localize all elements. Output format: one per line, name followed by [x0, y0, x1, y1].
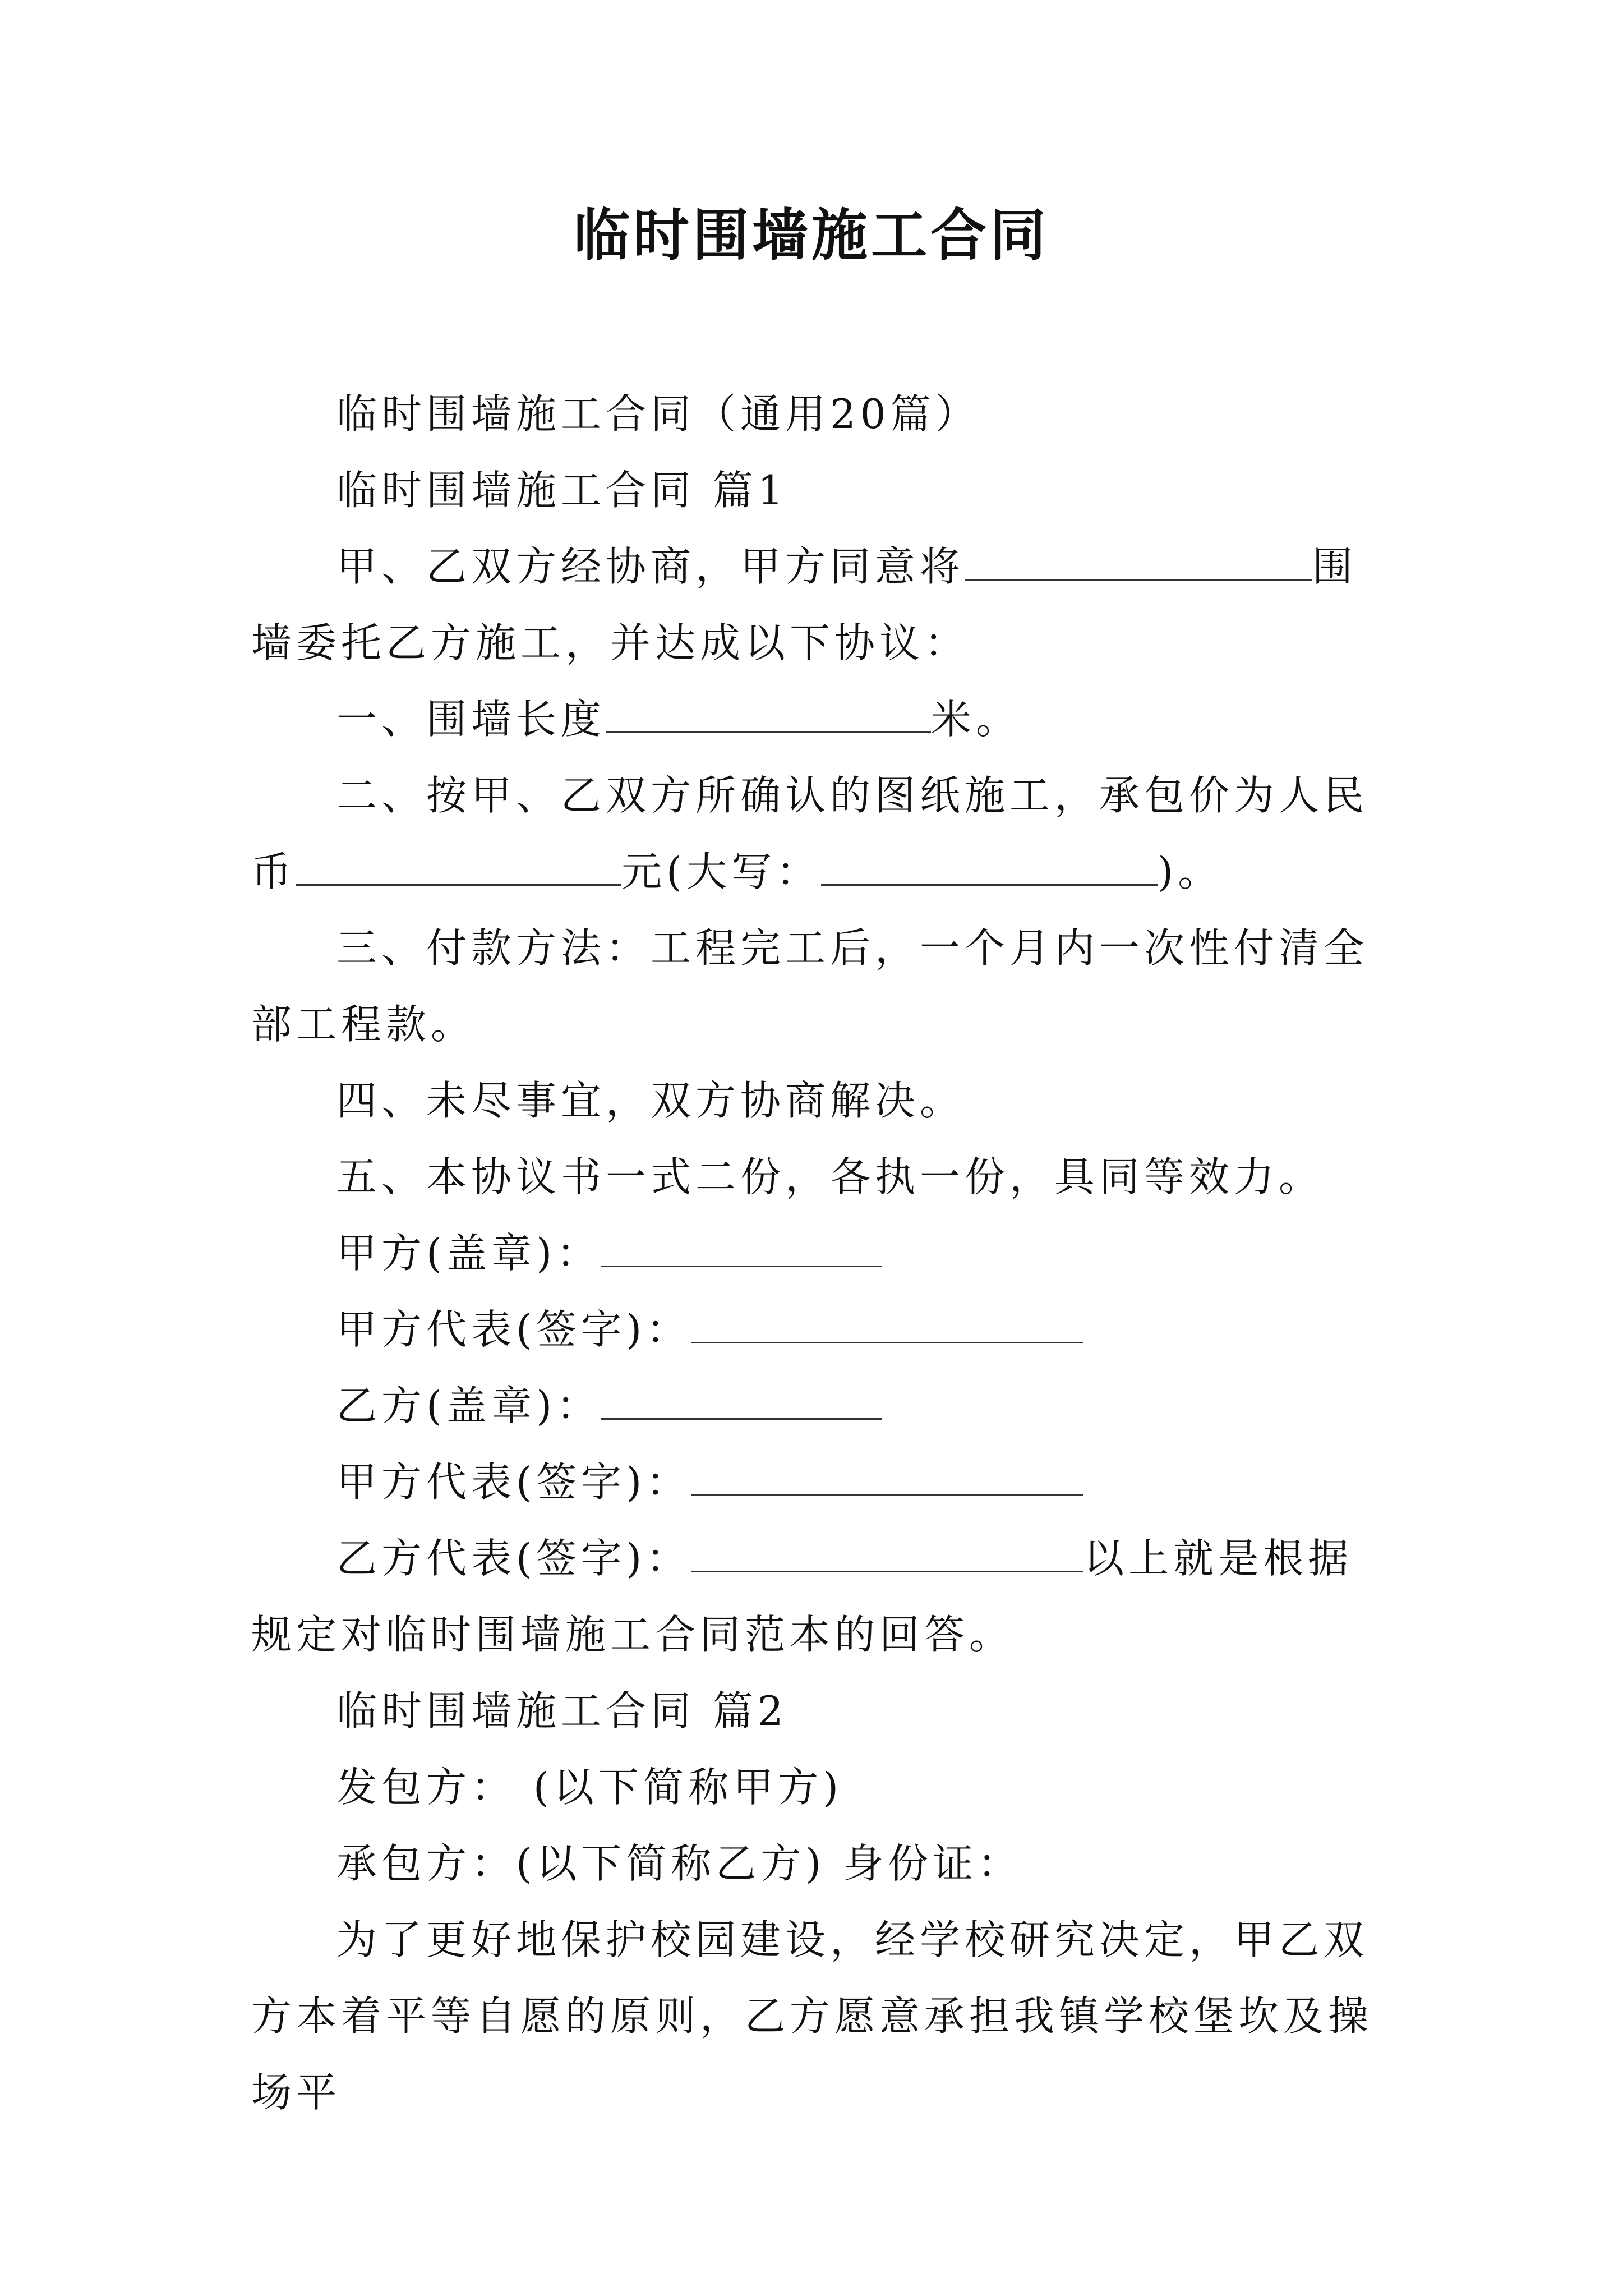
paragraph-clause-1: 一、围墙长度 米。 [251, 681, 1390, 757]
paragraph-heading: 临时围墙施工合同（通用20篇） [336, 390, 980, 438]
paragraph-employer: 发包方： (以下简称甲方) [336, 1764, 843, 1811]
fill-blank-price [296, 846, 621, 886]
signature-party-a-seal: 甲方(盖章)： [251, 1215, 1390, 1291]
paragraph-section-2-intro: 为了更好地保护校园建设，经学校研究决定，甲乙双方本着平等自愿的原则，乙方愿意承担我镇学校堡坎及操场平 [251, 1916, 1373, 2116]
fill-blank-project [965, 541, 1312, 581]
signature-party-b-seal: 乙方(盖章)： [251, 1368, 1390, 1444]
paragraph-clause-2: 二、按甲、乙双方所确认的图纸施工，承包价为人民币 元(大写： )。 [251, 772, 1369, 895]
fill-blank-length [606, 693, 931, 733]
document-body [251, 376, 1390, 2131]
signature-party-a-rep-2: 甲方代表(签字)： [251, 1444, 1390, 1520]
signature-party-a-rep: 甲方代表(签字)： [251, 1291, 1390, 1368]
paragraph-clause-4: 四、未尽事宜，双方协商解决。 [336, 1077, 965, 1124]
fill-blank-party-a-seal [601, 1227, 882, 1267]
fill-blank-party-b-rep [691, 1533, 1083, 1572]
fill-blank-party-a-rep [691, 1304, 1083, 1343]
paragraph-intro: 甲、乙双方经协商，甲方同意将 围墙委托乙方施工，并达成以下协议： [251, 528, 1390, 681]
paragraph-clause-5: 五、本协议书一式二份，各执一份，具同等效力。 [336, 1153, 1324, 1200]
paragraph-contractor: 承包方：(以下简称乙方) 身份证： [336, 1840, 1023, 1887]
fill-blank-party-b-seal [601, 1380, 882, 1420]
paragraph-section-2-heading: 临时围墙施工合同 篇2 [336, 1687, 788, 1734]
paragraph-section-1-heading: 临时围墙施工合同 篇1 [336, 467, 788, 514]
fill-blank-party-a-rep-2 [691, 1456, 1083, 1496]
document-title: 临时围墙施工合同 [574, 203, 1049, 268]
paragraph-clause-3: 三、付款方法：工程完工后，一个月内一次性付清全部工程款。 [251, 924, 1369, 1048]
fill-blank-price-uppercase [821, 846, 1158, 886]
signature-party-b-rep: 乙方代表(签字)： 以上就是根据规定对临时围墙施工合同范本的回答。 [251, 1520, 1390, 1673]
